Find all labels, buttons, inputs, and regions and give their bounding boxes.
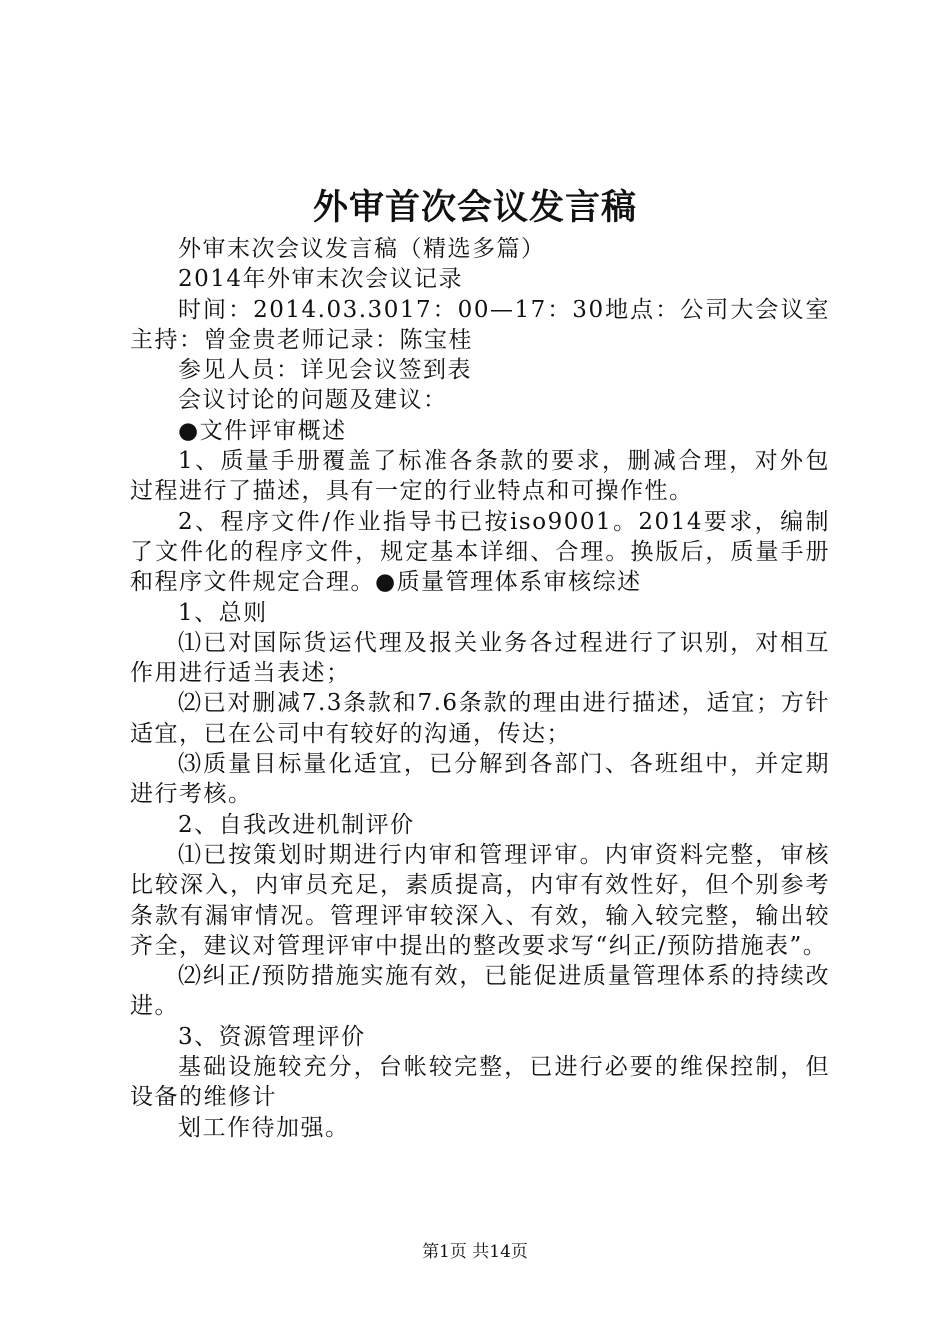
section-heading: 2、自我改进机制评价 — [178, 811, 415, 838]
section-heading: 3、资源管理评价 — [178, 1023, 366, 1050]
paragraph: ⑴已按策划时期进行内审和管理评审。内审资料完整，审核比较深入，内审员充足，素质提高，内审有效性好，但个别参考条款有漏审情况。管理评审较深入、有效，输入较完整，输出较齐全，建议对管理评审中提出的整改要求写“纠正/预防措施表”。 — [130, 841, 830, 959]
document-body — [130, 234, 830, 1143]
document-title: 外审首次会议发言稿 — [312, 187, 637, 228]
paragraph: 会议讨论的问题及建议： — [178, 387, 448, 414]
paragraph: 参见人员：详见会议签到表 — [178, 357, 472, 384]
paragraph: 1、质量手册覆盖了标准各条款的要求，删减合理，对外包过程进行了描述，具有一定的行业特点和可操作性。 — [130, 448, 830, 505]
paragraph: 划工作待加强。 — [178, 1114, 350, 1141]
paragraph: ⑴已对国际货运代理及报关业务各过程进行了识别，对相互作用进行适当表述； — [130, 629, 830, 687]
paragraph: 外审末次会议发言稿（精选多篇） — [178, 236, 546, 262]
paragraph: 2014年外审末次会议记录 — [178, 266, 464, 293]
paragraph: 2、程序文件/作业指导书已按iso9001。2014要求，编制了文件化的程序文件，规定基本详细、合理。换版后，质量手册和程序文件规定合理。●质量管理体系审核综述 — [130, 508, 830, 596]
paragraph: ⑵已对删减7.3条款和7.6条款的理由进行描述，适宜；方针适宜，已在公司中有较好的沟通，传达； — [130, 690, 830, 747]
paragraph: 基础设施较充分，台帐较完整，已进行必要的维保控制，但设备的维修计 — [130, 1054, 830, 1111]
paragraph: 时间：2014.03.3017：00—17：30地点：公司大会议室主持：曾金贵老师记录：陈宝桂 — [130, 296, 830, 353]
page-number-footer: 第1页 共14页 — [422, 1242, 528, 1262]
paragraph: ⑶质量目标量化适宜，已分解到各部门、各班组中，并定期进行考核。 — [130, 751, 830, 808]
paragraph: ⑵纠正/预防措施实施有效，已能促进质量管理体系的持续改进。 — [130, 963, 830, 1020]
section-heading: 1、总则 — [178, 599, 268, 626]
section-heading: ●文件评审概述 — [178, 417, 347, 444]
